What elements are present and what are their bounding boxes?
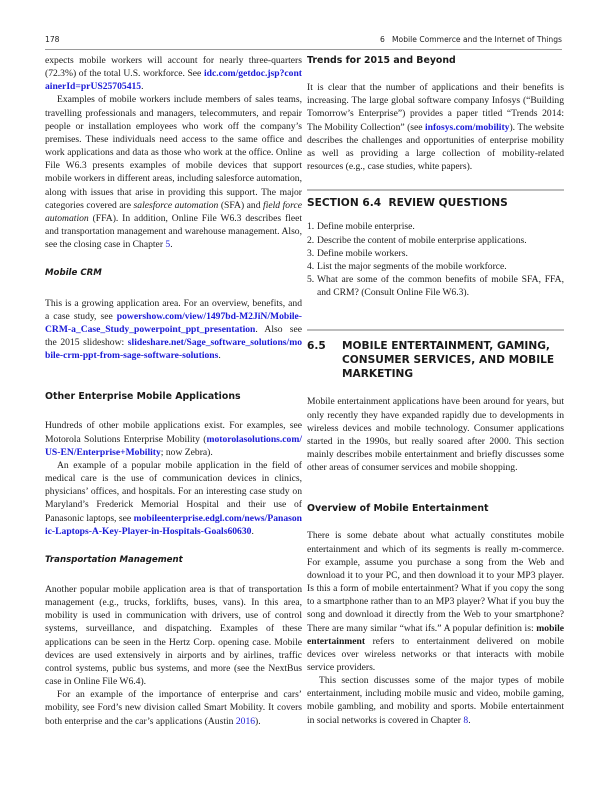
paragraph: There is some debate about what actually constitutes mobile entertainment and which of its segments is really m-commerce. For example, assume you purchase a song from the Web and download it to your PC, and then download it to your MP3 player. Is this a form of mobile entertainment? What if you copy the song to a smartphone rather than to an MP3 player? What if you buy the song and download it directly from the Web to your smartphone? There are many similar “what ifs.” A popular definition is: mobile entertainment refers to entertainment delivered on mobile devices over wireless networks or that interacts with mobile service providers.: [307, 530, 564, 673]
heading-other-enterprise: Other Enterprise Mobile Applications: [45, 391, 241, 403]
section-number: 6.5: [307, 340, 326, 353]
paragraph: This is a growing application area. For an overview, benefits, and a case study, see powershow.com/view/1497bd-M2JiN/Mobile-CRM-a_Case_Study_powerpoint_ppt_presentation. Also see the 2015 slideshow: slideshare.net/Sage_software_solutions/mobile-crm-ppt-from-sage-software-solutions.: [45, 297, 302, 362]
right-column: [307, 54, 564, 727]
paragraph: Mobile entertainment applications have been around for years, but only recently they have expanded rapidly due to developments in wireless devices and mobile technology. Consumer applications started in the 1990s, but really soared after 2000. This section mainly describes mobile entertainment and briefly discusses some other areas of consumer services and mobile shopping.: [307, 396, 564, 474]
page-number: 178: [45, 35, 60, 44]
link-infosys[interactable]: infosys.com/mobility: [424, 121, 510, 133]
link-powershow[interactable]: powershow.com/view/1497bd-M2JiN/Mobile-CRM-a_Case_Study_powerpoint_ppt_presentation: [45, 310, 302, 335]
running-head: [45, 35, 562, 49]
list-item: 2. Describe the content of mobile enterprise applications.: [307, 234, 527, 246]
paragraph: Hundreds of other mobile applications exist. For examples, see Motorola Solutions Enterprise Mobility (motorolasolutions.com/US-EN/Enterprise+Mobility; now Zebra).: [45, 420, 302, 458]
paragraph: For an example of the importance of enterprise and cars’ mobility, see Ford’s new division called Smart Mobility. It covers both enterprise and the car’s applications (Austin 2016).: [45, 689, 302, 727]
citation-austin-2016[interactable]: 2016: [235, 715, 256, 727]
chapter-ref-5[interactable]: 5: [165, 239, 171, 251]
paragraph: Examples of mobile workers include members of sales teams, travelling professionals and managers, telecommuters, and repair people or installation employees who work off the company’s premises. These individuals need access to the same office and work applications and data as those who work at the office. Online File W6.3 presents examples of mobile devices that support mobile workers in different areas, including salesforce automation, along with issues that arise in providing this support. The major categories covered are salesforce automation (SFA) and field force automation (FFA). In addition, Online File W6.3 describes fleet and transportation management and warehouse management. Also, see the closing case in Chapter 5.: [45, 94, 302, 251]
paragraph: Another popular mobile application area is that of transportation management (e.g., trucks, forklifts, buses, vans). In this area, mobility is used in communication with drivers, use of control systems, surveillance, and dispatching. Examples of these applications can be seen in the Hertz Corp. opening case. Mobile devices are used extensively in airports and by airlines, traffic control systems, public bus systems, and more (see the NextBus case in Online File W6.4).: [45, 584, 302, 688]
section-heading: MOBILE ENTERTAINMENT, GAMING, CONSUMER SERVICES, AND MOBILE MARKETING: [342, 340, 555, 381]
header-rule: [45, 49, 562, 50]
link-mobileenterprise[interactable]: mobileenterprise.edgl.com/news/Panasonic-Laptops-A-Key-Player-in-Hospitals-Goals60630: [45, 512, 302, 537]
paragraph: An example of a popular mobile application in the field of medical care is the use of communication devices in clinics, physicians’ offices, and hospitals. For an interesting case study on Maryland’s Frederick Memorial Hospital and their use of Panasonic laptops, see mobileenterprise.edgl.com/news/Panasonic-Laptops-A-Key-Player-in-Hospitals-Goals60630.: [45, 459, 302, 537]
paragraph: This section discusses some of the major types of mobile entertainment, including mobile music and video, mobile gaming, mobile gambling, and mobility and sports. Mobile entertainment in social networks is covered in Chapter 8.: [307, 675, 564, 726]
chapter-title: 6 Mobile Commerce and the Internet of Things: [379, 35, 562, 44]
review-questions-title: SECTION 6.4 REVIEW QUESTIONS: [307, 197, 508, 210]
list-item: 1. Define mobile enterprise.: [307, 221, 415, 233]
chapter-ref-8[interactable]: 8: [463, 714, 469, 726]
heading-overview-entertainment: Overview of Mobile Entertainment: [307, 503, 489, 515]
paragraph: It is clear that the number of applications and their benefits is increasing. The large global software company Infosys (“Building Tomorrow’s Enterprise”) provides a paper titled “Trends 2014: The Mobility Collection” (see infosys.com/mobility). The website describes the challenges and opportunities of enterprise mobility as well as providing a large collection of mobility-related resources (e.g., case studies, white papers).: [307, 82, 564, 173]
paragraph: expects mobile workers will account for nearly three-quarters (72.3%) of the total U.S. workforce. See idc.com/getdoc.jsp?containerId=prUS25705415.: [45, 55, 302, 93]
left-column: [45, 54, 302, 728]
term-mobile-entertainment: mobile entertainment: [307, 622, 564, 647]
section-6-5-title: [307, 339, 564, 381]
heading-transportation: Transportation Management: [45, 554, 183, 565]
heading-trends: Trends for 2015 and Beyond: [307, 55, 456, 66]
list-item: 5. What are some of the common benefits of mobile SFA, FFA, and CRM? (Consult Online File W6.3).: [307, 274, 564, 299]
list-item: 4. List the major segments of the mobile workforce.: [307, 260, 507, 272]
list-item: 3. Define mobile workers.: [307, 247, 408, 259]
link-motorola[interactable]: motorolasolutions.com/US-EN/Enterprise+Mobility: [45, 433, 302, 458]
link-slideshare[interactable]: slideshare.net/Sage_software_solutions/mobile-crm-ppt-from-sage-software-solutions: [45, 336, 302, 362]
heading-mobile-crm: Mobile CRM: [45, 268, 102, 279]
link-idc[interactable]: idc.com/getdoc.jsp?containerId=prUS25705415: [45, 68, 302, 93]
review-questions-list: [307, 220, 564, 299]
